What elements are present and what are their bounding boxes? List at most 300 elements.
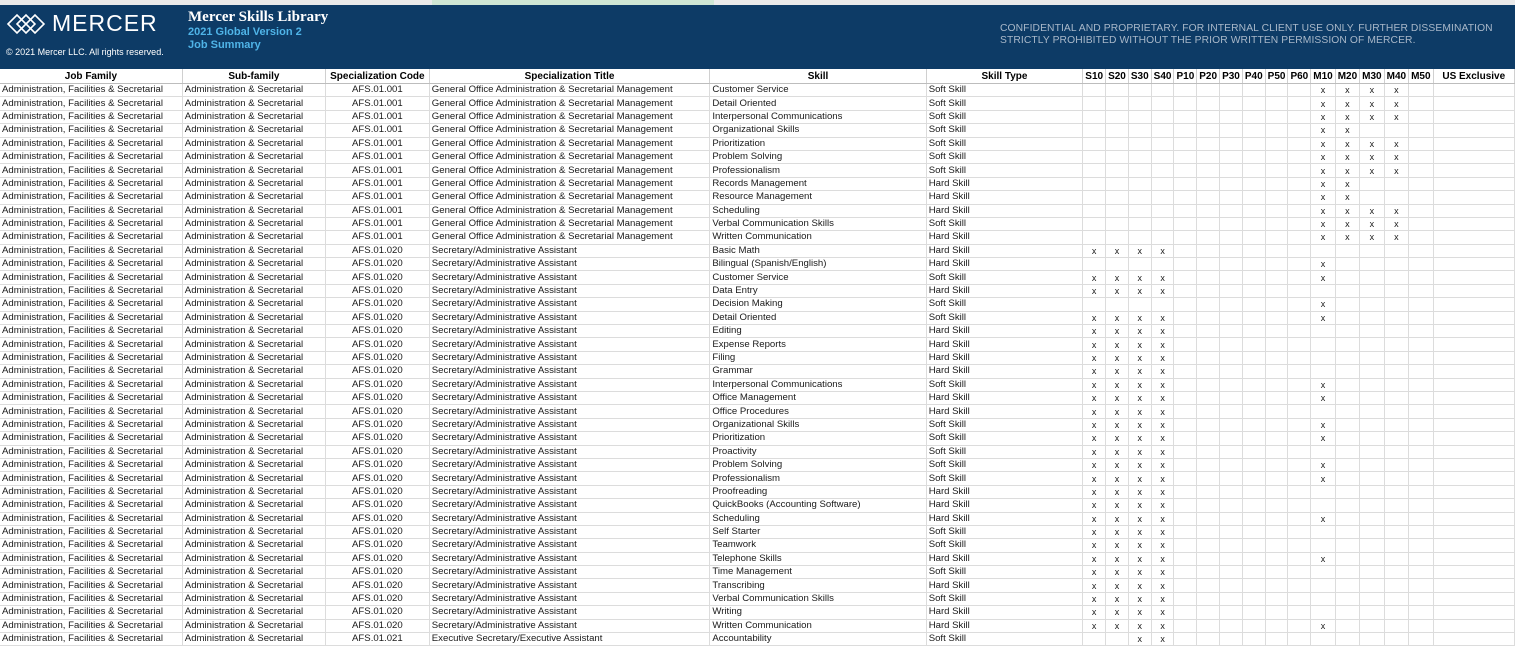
table-cell[interactable]: x [1151, 418, 1174, 431]
table-cell[interactable] [1409, 258, 1433, 271]
table-cell[interactable] [1433, 539, 1514, 552]
table-cell[interactable]: Grammar [710, 365, 926, 378]
table-cell[interactable]: x [1083, 579, 1106, 592]
table-cell[interactable] [1265, 432, 1288, 445]
table-cell[interactable] [1197, 378, 1220, 391]
table-cell[interactable] [1288, 231, 1311, 244]
table-cell[interactable]: x [1106, 325, 1129, 338]
table-cell[interactable] [1433, 298, 1514, 311]
table-cell[interactable] [1174, 191, 1197, 204]
table-cell[interactable]: Secretary/Administrative Assistant [429, 499, 710, 512]
table-cell[interactable] [1083, 110, 1106, 123]
table-cell[interactable]: Soft Skill [926, 592, 1083, 605]
table-cell[interactable] [1288, 525, 1311, 538]
table-cell[interactable] [1409, 512, 1433, 525]
table-cell[interactable] [1174, 458, 1197, 471]
table-cell[interactable] [1197, 552, 1220, 565]
table-cell[interactable]: Secretary/Administrative Assistant [429, 432, 710, 445]
table-cell[interactable] [1335, 499, 1359, 512]
table-cell[interactable]: Secretary/Administrative Assistant [429, 539, 710, 552]
table-cell[interactable]: Administration & Secretarial [182, 164, 325, 177]
table-cell[interactable]: x [1083, 539, 1106, 552]
table-cell[interactable]: x [1311, 110, 1335, 123]
table-cell[interactable]: x [1311, 191, 1335, 204]
table-cell[interactable] [1409, 592, 1433, 605]
table-cell[interactable]: Administration & Secretarial [182, 244, 325, 257]
table-cell[interactable]: x [1311, 231, 1335, 244]
table-cell[interactable] [1151, 164, 1174, 177]
table-cell[interactable] [1220, 217, 1243, 230]
table-cell[interactable]: Administration, Facilities & Secretarial [0, 512, 182, 525]
table-cell[interactable]: Professionalism [710, 472, 926, 485]
table-cell[interactable]: Hard Skill [926, 325, 1083, 338]
table-cell[interactable]: Professionalism [710, 164, 926, 177]
table-cell[interactable] [1151, 110, 1174, 123]
table-cell[interactable] [1242, 391, 1265, 404]
table-cell[interactable] [1433, 485, 1514, 498]
table-cell[interactable]: Soft Skill [926, 84, 1083, 97]
table-cell[interactable] [1242, 445, 1265, 458]
table-cell[interactable]: QuickBooks (Accounting Software) [710, 499, 926, 512]
table-cell[interactable] [1174, 97, 1197, 110]
table-cell[interactable]: Soft Skill [926, 472, 1083, 485]
table-cell[interactable] [1106, 137, 1129, 150]
table-cell[interactable] [1265, 110, 1288, 123]
column-header-m50[interactable]: M50 [1409, 69, 1433, 84]
table-cell[interactable] [1197, 258, 1220, 271]
table-cell[interactable] [1409, 391, 1433, 404]
table-cell[interactable]: Administration & Secretarial [182, 217, 325, 230]
table-cell[interactable] [1335, 378, 1359, 391]
table-cell[interactable]: Transcribing [710, 579, 926, 592]
table-cell[interactable]: x [1128, 592, 1151, 605]
table-cell[interactable]: AFS.01.020 [325, 284, 429, 297]
table-cell[interactable] [1265, 539, 1288, 552]
table-cell[interactable] [1265, 271, 1288, 284]
table-cell[interactable]: x [1128, 244, 1151, 257]
table-cell[interactable] [1242, 191, 1265, 204]
table-cell[interactable] [1174, 472, 1197, 485]
table-cell[interactable]: Secretary/Administrative Assistant [429, 445, 710, 458]
table-cell[interactable]: x [1083, 499, 1106, 512]
table-cell[interactable]: Hard Skill [926, 204, 1083, 217]
table-cell[interactable]: x [1128, 458, 1151, 471]
table-cell[interactable] [1174, 311, 1197, 324]
table-cell[interactable]: Scheduling [710, 204, 926, 217]
table-cell[interactable]: x [1151, 525, 1174, 538]
table-cell[interactable]: x [1083, 325, 1106, 338]
table-cell[interactable] [1174, 150, 1197, 163]
table-cell[interactable]: x [1083, 552, 1106, 565]
table-cell[interactable] [1106, 124, 1129, 137]
table-cell[interactable]: AFS.01.020 [325, 458, 429, 471]
table-cell[interactable]: Problem Solving [710, 458, 926, 471]
table-cell[interactable]: x [1128, 566, 1151, 579]
table-cell[interactable] [1174, 539, 1197, 552]
table-cell[interactable] [1265, 378, 1288, 391]
table-cell[interactable] [1151, 97, 1174, 110]
table-cell[interactable] [1288, 405, 1311, 418]
table-cell[interactable] [1409, 244, 1433, 257]
table-cell[interactable] [1197, 298, 1220, 311]
table-cell[interactable]: AFS.01.020 [325, 311, 429, 324]
table-cell[interactable]: x [1083, 619, 1106, 632]
table-cell[interactable]: AFS.01.020 [325, 566, 429, 579]
table-cell[interactable]: Soft Skill [926, 418, 1083, 431]
table-cell[interactable] [1242, 97, 1265, 110]
table-cell[interactable] [1288, 391, 1311, 404]
table-cell[interactable] [1083, 137, 1106, 150]
table-cell[interactable] [1311, 365, 1335, 378]
table-cell[interactable]: AFS.01.020 [325, 432, 429, 445]
table-cell[interactable]: x [1128, 579, 1151, 592]
table-cell[interactable]: Hard Skill [926, 365, 1083, 378]
table-cell[interactable] [1433, 150, 1514, 163]
table-cell[interactable]: x [1335, 217, 1359, 230]
table-cell[interactable] [1335, 405, 1359, 418]
table-cell[interactable] [1265, 405, 1288, 418]
table-cell[interactable]: x [1384, 231, 1408, 244]
table-cell[interactable]: x [1311, 271, 1335, 284]
table-cell[interactable]: Administration, Facilities & Secretarial [0, 164, 182, 177]
table-cell[interactable]: x [1384, 164, 1408, 177]
table-cell[interactable]: Secretary/Administrative Assistant [429, 525, 710, 538]
table-cell[interactable]: x [1106, 606, 1129, 619]
table-cell[interactable]: Administration & Secretarial [182, 338, 325, 351]
table-cell[interactable]: Resource Management [710, 191, 926, 204]
table-cell[interactable] [1174, 445, 1197, 458]
table-cell[interactable]: Secretary/Administrative Assistant [429, 365, 710, 378]
table-cell[interactable]: x [1311, 311, 1335, 324]
table-cell[interactable] [1174, 512, 1197, 525]
table-cell[interactable] [1311, 325, 1335, 338]
table-cell[interactable]: General Office Administration & Secretarial Management [429, 164, 710, 177]
table-cell[interactable]: Secretary/Administrative Assistant [429, 418, 710, 431]
table-cell[interactable]: x [1106, 579, 1129, 592]
table-cell[interactable] [1220, 84, 1243, 97]
column-header-s20[interactable]: S20 [1106, 69, 1129, 84]
table-cell[interactable] [1409, 164, 1433, 177]
table-cell[interactable]: Administration, Facilities & Secretarial [0, 485, 182, 498]
table-cell[interactable] [1174, 633, 1197, 646]
table-cell[interactable] [1288, 633, 1311, 646]
table-cell[interactable]: Administration & Secretarial [182, 391, 325, 404]
table-cell[interactable] [1174, 485, 1197, 498]
table-cell[interactable] [1197, 217, 1220, 230]
table-cell[interactable] [1433, 110, 1514, 123]
table-cell[interactable] [1197, 338, 1220, 351]
table-cell[interactable] [1220, 110, 1243, 123]
table-cell[interactable]: AFS.01.020 [325, 378, 429, 391]
table-cell[interactable] [1288, 351, 1311, 364]
table-cell[interactable]: Administration & Secretarial [182, 619, 325, 632]
table-cell[interactable] [1106, 231, 1129, 244]
table-cell[interactable] [1288, 499, 1311, 512]
table-cell[interactable] [1197, 499, 1220, 512]
table-cell[interactable]: Administration & Secretarial [182, 137, 325, 150]
table-cell[interactable] [1288, 552, 1311, 565]
table-cell[interactable]: x [1128, 445, 1151, 458]
table-cell[interactable] [1384, 271, 1408, 284]
table-cell[interactable] [1220, 258, 1243, 271]
table-cell[interactable] [1384, 284, 1408, 297]
column-header-us-exclusive[interactable]: US Exclusive [1433, 69, 1514, 84]
table-cell[interactable]: Soft Skill [926, 432, 1083, 445]
table-cell[interactable] [1128, 164, 1151, 177]
table-cell[interactable] [1384, 351, 1408, 364]
table-cell[interactable] [1409, 311, 1433, 324]
table-cell[interactable]: Detail Oriented [710, 311, 926, 324]
table-cell[interactable] [1409, 566, 1433, 579]
table-cell[interactable] [1220, 204, 1243, 217]
table-cell[interactable]: Soft Skill [926, 633, 1083, 646]
table-cell[interactable] [1433, 271, 1514, 284]
table-cell[interactable] [1360, 619, 1384, 632]
table-cell[interactable]: Administration & Secretarial [182, 405, 325, 418]
table-cell[interactable] [1409, 177, 1433, 190]
table-cell[interactable] [1220, 137, 1243, 150]
table-cell[interactable] [1197, 365, 1220, 378]
table-cell[interactable]: x [1335, 110, 1359, 123]
table-cell[interactable]: Secretary/Administrative Assistant [429, 472, 710, 485]
table-cell[interactable]: x [1128, 391, 1151, 404]
table-cell[interactable]: x [1151, 633, 1174, 646]
table-cell[interactable]: x [1335, 231, 1359, 244]
table-cell[interactable] [1174, 365, 1197, 378]
table-cell[interactable] [1083, 258, 1106, 271]
table-cell[interactable] [1242, 619, 1265, 632]
table-cell[interactable]: Administration, Facilities & Secretarial [0, 432, 182, 445]
table-cell[interactable] [1220, 445, 1243, 458]
table-cell[interactable] [1242, 84, 1265, 97]
table-cell[interactable]: Soft Skill [926, 445, 1083, 458]
table-cell[interactable]: Secretary/Administrative Assistant [429, 351, 710, 364]
table-cell[interactable] [1288, 418, 1311, 431]
table-cell[interactable]: AFS.01.001 [325, 204, 429, 217]
table-cell[interactable] [1360, 284, 1384, 297]
table-cell[interactable]: Administration, Facilities & Secretarial [0, 566, 182, 579]
table-cell[interactable]: x [1106, 418, 1129, 431]
table-cell[interactable] [1128, 298, 1151, 311]
table-cell[interactable]: x [1106, 244, 1129, 257]
table-cell[interactable]: Secretary/Administrative Assistant [429, 298, 710, 311]
table-cell[interactable] [1106, 258, 1129, 271]
table-cell[interactable] [1433, 418, 1514, 431]
table-cell[interactable]: AFS.01.020 [325, 445, 429, 458]
table-cell[interactable] [1265, 552, 1288, 565]
table-cell[interactable]: x [1360, 164, 1384, 177]
table-cell[interactable] [1220, 512, 1243, 525]
table-cell[interactable] [1409, 124, 1433, 137]
table-cell[interactable]: x [1151, 365, 1174, 378]
table-cell[interactable]: x [1311, 458, 1335, 471]
table-cell[interactable]: x [1335, 177, 1359, 190]
table-cell[interactable] [1311, 525, 1335, 538]
table-cell[interactable] [1433, 606, 1514, 619]
table-cell[interactable] [1265, 258, 1288, 271]
table-cell[interactable] [1433, 84, 1514, 97]
table-cell[interactable] [1265, 298, 1288, 311]
table-cell[interactable]: x [1311, 97, 1335, 110]
table-cell[interactable] [1288, 177, 1311, 190]
table-cell[interactable] [1151, 124, 1174, 137]
table-cell[interactable] [1242, 177, 1265, 190]
table-cell[interactable] [1197, 150, 1220, 163]
table-cell[interactable] [1433, 177, 1514, 190]
table-cell[interactable]: x [1128, 619, 1151, 632]
table-cell[interactable]: x [1151, 552, 1174, 565]
table-cell[interactable]: Secretary/Administrative Assistant [429, 311, 710, 324]
table-cell[interactable] [1128, 177, 1151, 190]
table-cell[interactable] [1335, 445, 1359, 458]
table-cell[interactable] [1265, 458, 1288, 471]
table-cell[interactable] [1197, 485, 1220, 498]
table-cell[interactable] [1265, 606, 1288, 619]
table-cell[interactable] [1242, 231, 1265, 244]
table-cell[interactable] [1360, 445, 1384, 458]
table-cell[interactable]: General Office Administration & Secretarial Management [429, 97, 710, 110]
table-cell[interactable] [1128, 258, 1151, 271]
column-header-p10[interactable]: P10 [1174, 69, 1197, 84]
table-cell[interactable]: x [1128, 338, 1151, 351]
table-cell[interactable]: Administration & Secretarial [182, 311, 325, 324]
table-cell[interactable]: Hard Skill [926, 619, 1083, 632]
table-cell[interactable]: AFS.01.020 [325, 391, 429, 404]
table-cell[interactable] [1384, 177, 1408, 190]
table-cell[interactable] [1174, 566, 1197, 579]
table-cell[interactable]: AFS.01.001 [325, 110, 429, 123]
table-cell[interactable]: x [1151, 325, 1174, 338]
table-cell[interactable]: Administration, Facilities & Secretarial [0, 592, 182, 605]
table-cell[interactable]: x [1106, 566, 1129, 579]
table-cell[interactable] [1174, 298, 1197, 311]
table-cell[interactable]: x [1083, 525, 1106, 538]
table-cell[interactable]: General Office Administration & Secretarial Management [429, 110, 710, 123]
table-cell[interactable] [1360, 485, 1384, 498]
table-cell[interactable]: x [1083, 378, 1106, 391]
column-header-m30[interactable]: M30 [1360, 69, 1384, 84]
table-cell[interactable]: AFS.01.001 [325, 177, 429, 190]
table-cell[interactable] [1360, 472, 1384, 485]
table-cell[interactable]: Administration & Secretarial [182, 298, 325, 311]
table-cell[interactable]: x [1128, 378, 1151, 391]
table-cell[interactable] [1106, 164, 1129, 177]
table-cell[interactable] [1288, 97, 1311, 110]
table-cell[interactable] [1288, 204, 1311, 217]
table-cell[interactable]: x [1106, 472, 1129, 485]
table-cell[interactable] [1288, 472, 1311, 485]
table-cell[interactable]: x [1083, 606, 1106, 619]
table-cell[interactable]: Administration, Facilities & Secretarial [0, 124, 182, 137]
table-cell[interactable] [1197, 512, 1220, 525]
table-cell[interactable] [1197, 405, 1220, 418]
table-cell[interactable]: Detail Oriented [710, 97, 926, 110]
table-cell[interactable] [1220, 432, 1243, 445]
table-cell[interactable]: Administration, Facilities & Secretarial [0, 271, 182, 284]
table-cell[interactable] [1174, 499, 1197, 512]
table-cell[interactable]: x [1311, 164, 1335, 177]
table-cell[interactable]: Verbal Communication Skills [710, 217, 926, 230]
table-cell[interactable]: Administration, Facilities & Secretarial [0, 110, 182, 123]
table-cell[interactable] [1335, 244, 1359, 257]
table-cell[interactable]: Soft Skill [926, 298, 1083, 311]
table-cell[interactable] [1106, 110, 1129, 123]
table-cell[interactable] [1242, 217, 1265, 230]
table-cell[interactable] [1265, 633, 1288, 646]
table-cell[interactable]: Administration & Secretarial [182, 525, 325, 538]
table-cell[interactable] [1083, 164, 1106, 177]
table-cell[interactable]: x [1151, 432, 1174, 445]
table-cell[interactable]: Hard Skill [926, 485, 1083, 498]
table-cell[interactable] [1265, 592, 1288, 605]
table-cell[interactable] [1265, 499, 1288, 512]
table-cell[interactable] [1220, 284, 1243, 297]
table-cell[interactable]: Hard Skill [926, 177, 1083, 190]
table-cell[interactable] [1220, 552, 1243, 565]
table-cell[interactable]: x [1128, 325, 1151, 338]
table-cell[interactable]: x [1106, 432, 1129, 445]
table-cell[interactable] [1409, 458, 1433, 471]
table-cell[interactable] [1106, 177, 1129, 190]
table-cell[interactable]: Hard Skill [926, 512, 1083, 525]
table-cell[interactable] [1384, 566, 1408, 579]
table-cell[interactable] [1220, 619, 1243, 632]
table-cell[interactable]: x [1106, 499, 1129, 512]
table-cell[interactable]: Soft Skill [926, 217, 1083, 230]
table-cell[interactable]: Administration, Facilities & Secretarial [0, 97, 182, 110]
table-cell[interactable] [1433, 338, 1514, 351]
table-cell[interactable]: Administration & Secretarial [182, 566, 325, 579]
table-cell[interactable] [1360, 525, 1384, 538]
table-cell[interactable] [1265, 579, 1288, 592]
table-cell[interactable] [1384, 311, 1408, 324]
table-cell[interactable]: AFS.01.001 [325, 217, 429, 230]
table-cell[interactable] [1174, 137, 1197, 150]
table-cell[interactable] [1409, 619, 1433, 632]
table-cell[interactable]: x [1083, 445, 1106, 458]
table-cell[interactable] [1242, 298, 1265, 311]
table-cell[interactable] [1384, 432, 1408, 445]
table-cell[interactable]: Hard Skill [926, 191, 1083, 204]
table-cell[interactable]: AFS.01.001 [325, 150, 429, 163]
table-cell[interactable] [1409, 445, 1433, 458]
table-cell[interactable]: x [1151, 284, 1174, 297]
table-cell[interactable] [1288, 244, 1311, 257]
table-cell[interactable] [1083, 191, 1106, 204]
table-cell[interactable]: x [1128, 539, 1151, 552]
table-cell[interactable]: Secretary/Administrative Assistant [429, 552, 710, 565]
table-cell[interactable] [1384, 391, 1408, 404]
table-cell[interactable] [1220, 592, 1243, 605]
table-cell[interactable] [1242, 365, 1265, 378]
table-cell[interactable]: Hard Skill [926, 284, 1083, 297]
table-cell[interactable] [1242, 244, 1265, 257]
table-cell[interactable] [1220, 244, 1243, 257]
table-cell[interactable] [1335, 579, 1359, 592]
table-cell[interactable]: x [1083, 592, 1106, 605]
table-cell[interactable]: Administration & Secretarial [182, 84, 325, 97]
table-cell[interactable]: x [1083, 311, 1106, 324]
table-cell[interactable] [1220, 378, 1243, 391]
table-cell[interactable]: x [1083, 472, 1106, 485]
table-cell[interactable]: Administration & Secretarial [182, 458, 325, 471]
table-cell[interactable] [1409, 271, 1433, 284]
table-cell[interactable] [1220, 150, 1243, 163]
table-cell[interactable] [1335, 391, 1359, 404]
table-cell[interactable] [1197, 633, 1220, 646]
table-cell[interactable]: AFS.01.020 [325, 512, 429, 525]
table-cell[interactable]: Secretary/Administrative Assistant [429, 244, 710, 257]
